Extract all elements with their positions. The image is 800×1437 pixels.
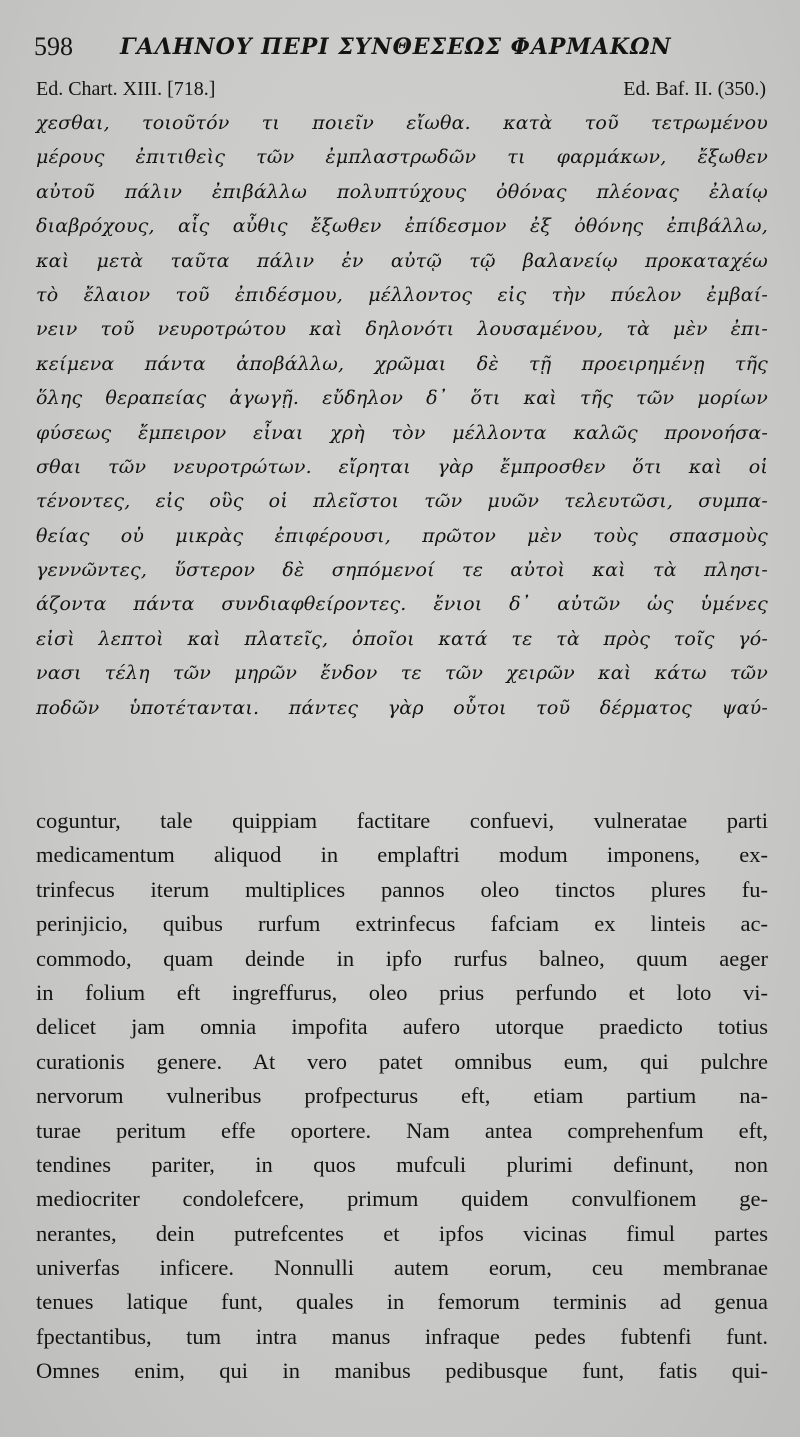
latin-text-line: turae peritum effe oportere. Nam antea comprehenfum eft, (36, 1117, 768, 1143)
greek-text-line: μέρους ἐπιτιθεὶς τῶν ἐμπλαστρωδῶν τι φαρμάκων, ἔξωθεν (36, 146, 768, 169)
greek-text-line: νασι τέλη τῶν μηρῶν ἔνδον τε τῶν χειρῶν καὶ κάτω τῶν (36, 662, 768, 685)
greek-text-line: ποδῶν ὑποτέτανται. πάντες γὰρ οὗτοι τοῦ δέρματος ψαύ- (36, 696, 768, 719)
greek-text-line: χεσθαι, τοιοῦτόν τι ποιεῖν εἴωθα. κατὰ τοῦ τετρωμένου (36, 112, 768, 134)
greek-text-line: αὐτοῦ πάλιν ἐπιβάλλω πολυπτύχους ὀθόνας πλέονας ἐλαίῳ (36, 180, 768, 203)
latin-text-line: commodo, quam deinde in ipfo rurfus balneo, quum aeger (36, 945, 768, 971)
greek-text-line: φύσεως ἔμπειρον εἶναι χρὴ τὸν μέλλοντα καλῶς προνοήσα- (36, 421, 768, 444)
latin-text-line: perinjicio, quibus rurfum extrinfecus fafciam ex linteis ac- (36, 911, 768, 937)
greek-text-line: σθαι τῶν νευροτρώτων. εἴρηται γὰρ ἔμπροσθεν ὅτι καὶ οἱ (36, 455, 768, 478)
page-header (34, 28, 774, 68)
edition-chartier-reference: Ed. Chart. XIII. [718.] (36, 78, 216, 100)
greek-text-block (36, 106, 768, 725)
latin-text-line: nervorum vulneribus profpecturus eft, etiam partium na- (36, 1083, 768, 1109)
latin-text-line: tenues latique funt, quales in femorum terminis ad genua (36, 1289, 768, 1315)
greek-text-line: κείμενα πάντα ἀποβάλλω, χρῶμαι δὲ τῇ προειρημένῃ τῆς (36, 352, 768, 375)
greek-text-line: καὶ μετὰ ταῦτα πάλιν ἐν αὐτῷ τῷ βαλανείῳ προκαταχέω (36, 249, 768, 272)
greek-text-line: άζοντα πάντα συνδιαφθείροντες. ἔνιοι δ᾽ αὐτῶν ὡς ὑμένες (36, 593, 768, 616)
latin-text-line: coguntur, tale quippiam factitare confuevi, vulneratae parti (36, 808, 768, 833)
greek-text-line: νειν τοῦ νευροτρώτου καὶ δηλονότι λουσαμένου, τὰ μὲν ἐπι- (36, 318, 768, 341)
greek-text-line: γεννῶντες, ὕστερον δὲ σηπόμενοί τε αὐτοὶ καὶ τὰ πλησι- (36, 559, 768, 582)
greek-text-line: τένοντες, εἰς οὓς οἱ πλεῖστοι τῶν μυῶν τελευτῶσι, συμπα- (36, 490, 768, 513)
running-title: ΓΑΛΗΝΟΥ ΠΕΡΙ ΣΥΝΘΕΣΕΩΣ ΦΑΡΜΑΚΩΝ (120, 34, 672, 60)
latin-text-line: delicet jam omnia impofita aufero utorque praedicto totius (36, 1014, 768, 1040)
latin-text-line: in folium eft ingreffurus, oleo prius perfundo et loto vi- (36, 979, 768, 1005)
edition-reference-line (36, 78, 766, 104)
latin-text-line: Omnes enim, qui in manibus pedibusque funt, fatis qui- (36, 1358, 768, 1384)
latin-text-line: nerantes, dein putrefcentes et ipfos vicinas fimul partes (36, 1220, 768, 1246)
page-number: 598 (34, 32, 73, 61)
latin-text-line: mediocriter condolefcere, primum quidem convulfionem ge- (36, 1186, 768, 1212)
greek-text-line: διαβρόχους, αἷς αὖθις ἔξωθεν ἐπίδεσμον ἐξ ὀθόνης ἐπιβάλλω, (36, 215, 768, 238)
greek-text-line: εἰσὶ λεπτοὶ καὶ πλατεῖς, ὁποῖοι κατά τε τὰ πρὸς τοῖς γό- (36, 627, 768, 650)
latin-text-line: tendines pariter, in quos mufculi plurimi definunt, non (36, 1151, 768, 1177)
greek-text-line: ὅλης θεραπείας ἀγωγῇ. εὔδηλον δ᾽ ὅτι καὶ τῆς τῶν μορίων (36, 387, 768, 410)
latin-text-line: medicamentum aliquod in emplaftri modum imponens, ex- (36, 842, 768, 868)
latin-text-line: curationis genere. At vero patet omnibus eum, qui pulchre (36, 1048, 768, 1074)
edition-basel-reference: Ed. Baf. II. (350.) (623, 78, 766, 100)
latin-text-block (36, 804, 768, 1389)
latin-text-line: fpectantibus, tum intra manus infraque pedes fubtenfi funt. (36, 1323, 768, 1349)
latin-text-line: trinfecus iterum multiplices pannos oleo tinctos plures fu- (36, 876, 768, 902)
greek-text-line: τὸ ἔλαιον τοῦ ἐπιδέσμου, μέλλοντος εἰς τὴν πύελον ἐμβαί- (36, 283, 768, 306)
latin-text-line: univerfas inficere. Nonnulli autem eorum, ceu membranae (36, 1255, 768, 1281)
greek-text-line: θείας οὐ μικρὰς ἐπιφέρουσι, πρῶτον μὲν τοὺς σπασμοὺς (36, 524, 768, 547)
